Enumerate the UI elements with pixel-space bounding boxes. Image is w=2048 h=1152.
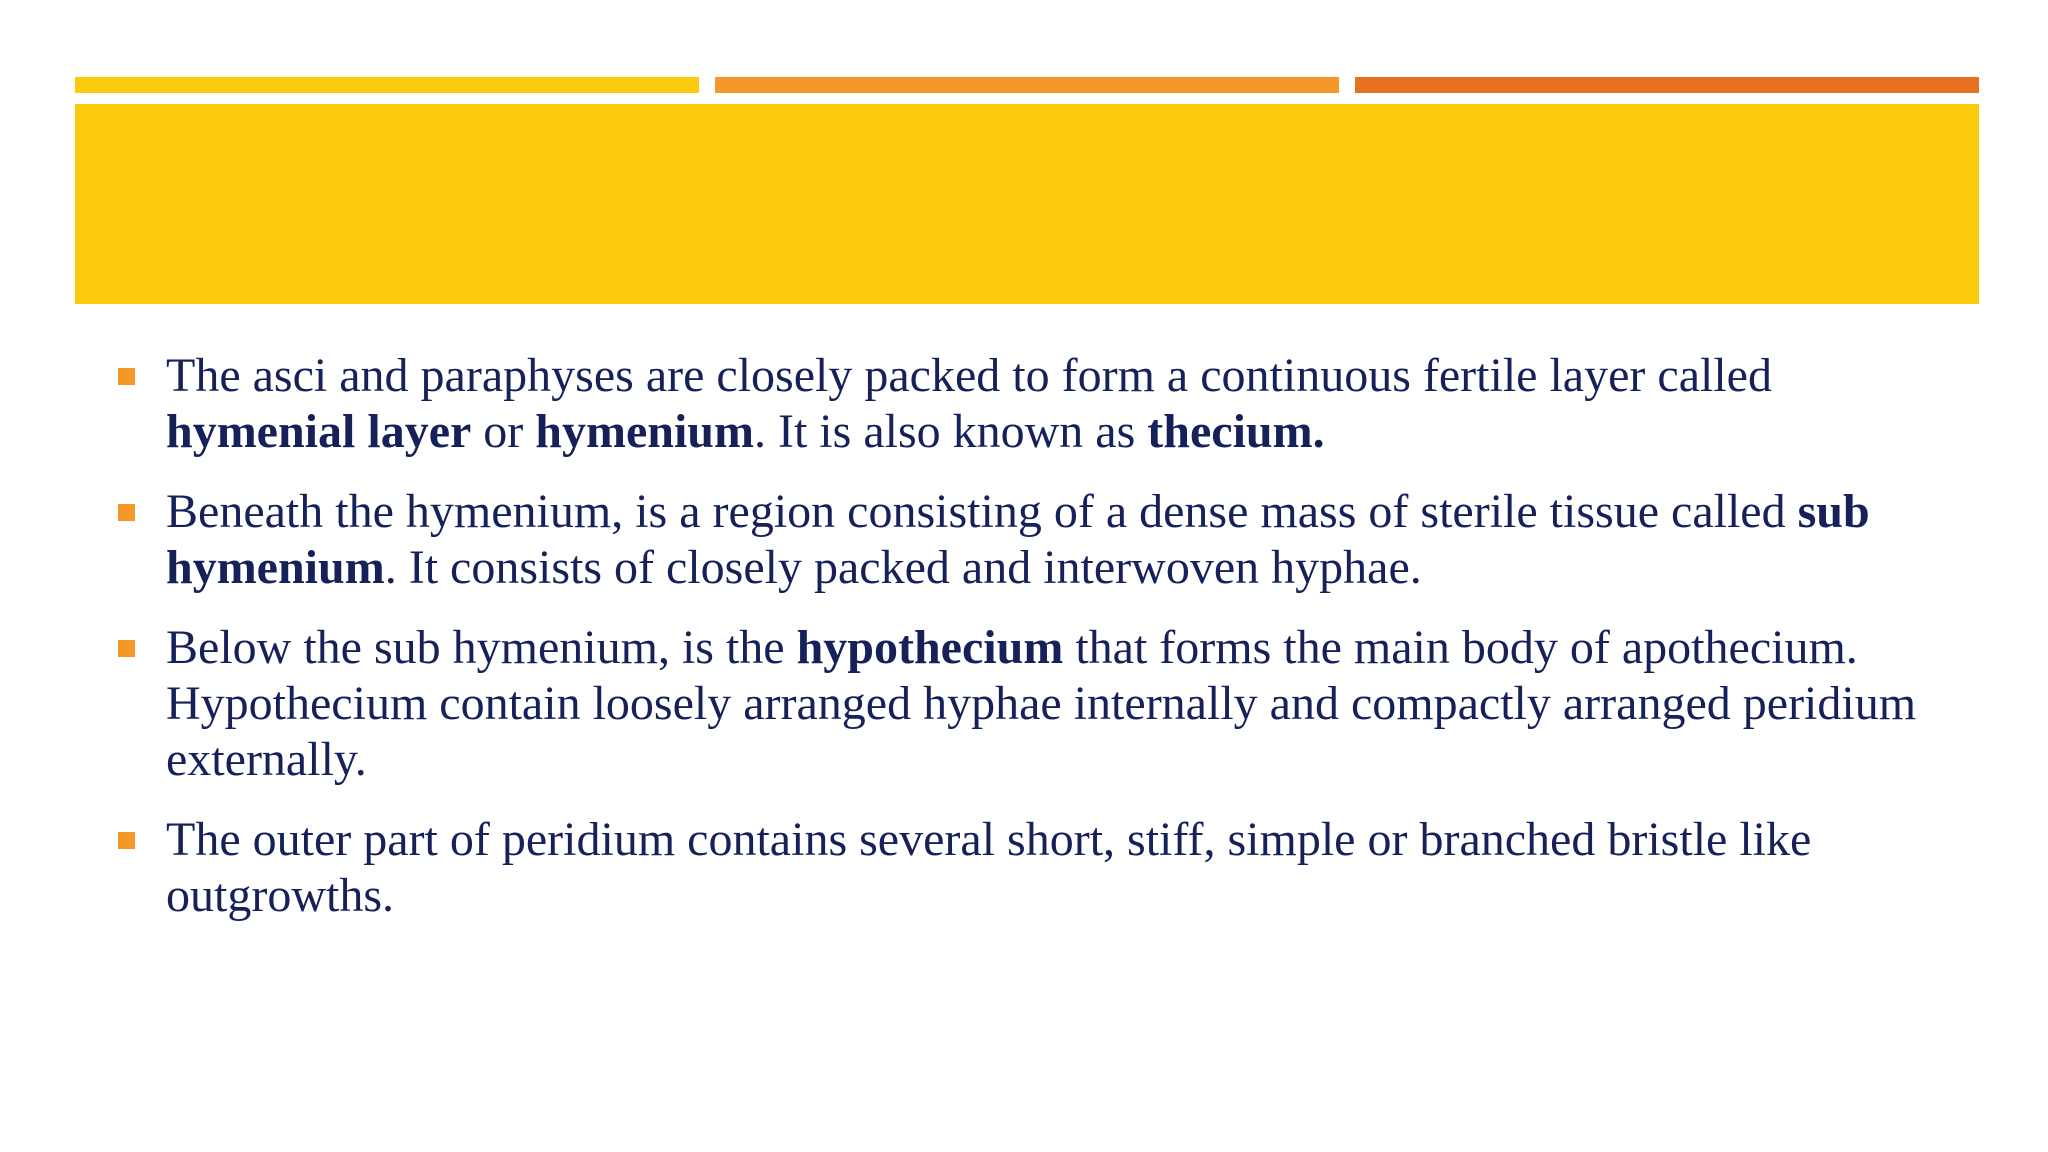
bold-term: hymenium: [535, 405, 754, 458]
square-bullet-icon: [118, 368, 135, 385]
bullet-text: [166, 813, 1811, 922]
square-bullet-icon: [118, 832, 135, 849]
text-segment: that forms the main body of apothecium. Hypothecium contain loosely arranged hyphae internally and compactly arranged peridium externally.: [166, 621, 1917, 786]
text-segment: . It is also known as: [753, 405, 1148, 458]
bold-term: hypothecium: [796, 621, 1064, 674]
text-segment: Beneath the hymenium, is a region consisting of a dense mass of sterile tissue called: [166, 485, 1798, 538]
title-band: [75, 104, 1979, 304]
bullet-item: [112, 484, 1952, 596]
accent-bar-dark-orange: [1355, 77, 1979, 93]
square-bullet-icon: [118, 504, 135, 521]
text-segment: The outer part of peridium contains several short, stiff, simple or branched bristle like outgrowths.: [166, 813, 1812, 922]
bold-term: hymenial layer: [166, 405, 472, 458]
text-segment: The asci and paraphyses are closely packed to form a continuous fertile layer called: [166, 349, 1772, 402]
text-segment: . It consists of closely packed and interwoven hyphae.: [384, 541, 1422, 594]
accent-bar-orange: [715, 77, 1339, 93]
text-segment: or: [471, 405, 536, 458]
bullet-text: [166, 485, 1870, 594]
bullet-text: [166, 621, 1916, 786]
bullet-text: [166, 349, 1772, 458]
bullet-item: [112, 348, 1952, 460]
bold-term: sub hymenium: [166, 485, 1870, 594]
square-bullet-icon: [118, 640, 135, 657]
bullet-item: [112, 812, 1952, 924]
bullet-list: [112, 348, 1952, 948]
accent-bar-yellow: [75, 77, 699, 93]
bullet-item: [112, 620, 1952, 788]
text-segment: Below the sub hymenium, is the: [166, 621, 797, 674]
bold-term: thecium.: [1147, 405, 1325, 458]
